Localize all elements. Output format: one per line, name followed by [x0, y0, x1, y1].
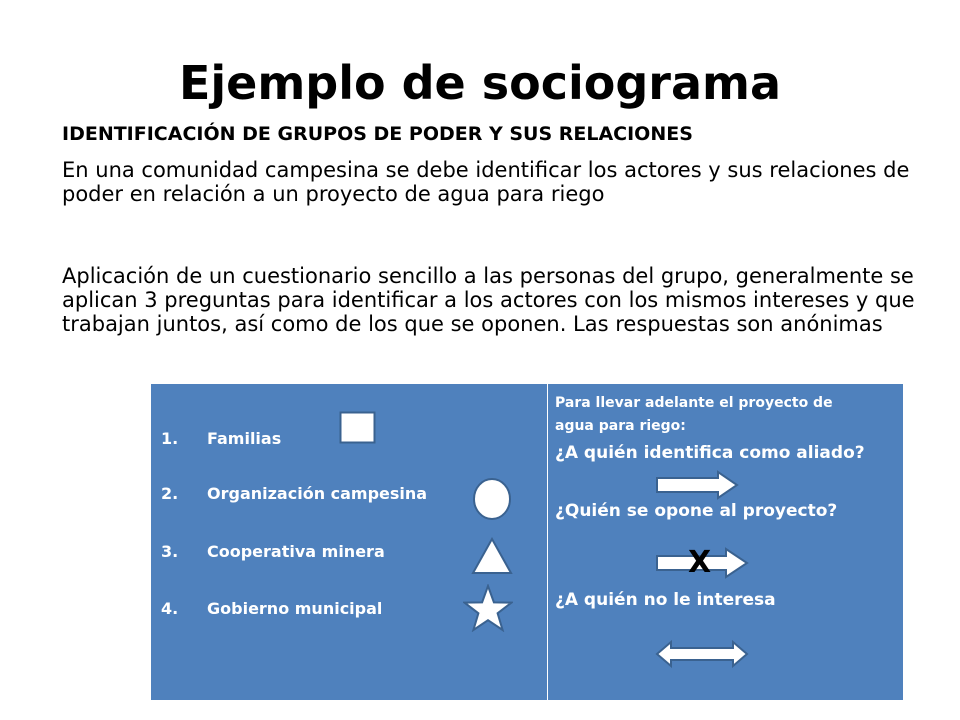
question-opponent: ¿Quién se opone al proyecto? [555, 501, 838, 521]
actor-number: 4. [161, 599, 179, 618]
actor-label: Cooperativa minera [207, 542, 385, 561]
actor-item [161, 542, 385, 561]
right-arrow-icon [654, 470, 740, 500]
double-arrow-icon [654, 639, 750, 669]
slide-title: Ejemplo de sociograma [178, 56, 782, 110]
paragraph-context: En una comunidad campesina se debe identificar los actores y sus relaciones de poder en relación a un proyecto de agua para riego [62, 158, 910, 206]
actor-number: 2. [161, 484, 179, 503]
actor-number: 1. [161, 429, 179, 448]
question-ally: ¿A quién identifica como aliado? [555, 443, 865, 463]
actor-number: 3. [161, 542, 179, 561]
square-icon [339, 411, 377, 445]
triangle-icon [471, 537, 513, 575]
paragraph-method: Aplicación de un cuestionario sencillo a las personas del grupo, generalmente se aplican 3 preguntas para identificar a los actores con los mismos intereses y que trabajan juntos, así como de los que se oponen. Las respuestas son anónimas [62, 264, 915, 336]
actor-item [161, 484, 427, 503]
actor-item [161, 599, 382, 618]
legend-intro-line2: agua para riego: [555, 418, 686, 434]
star-icon [463, 584, 513, 632]
legend-intro-line1: Para llevar adelante el proyecto de [555, 395, 833, 411]
actor-label: Organización campesina [207, 484, 428, 503]
actors-panel [150, 383, 548, 701]
relations-legend-panel [547, 383, 904, 701]
circle-icon [471, 477, 513, 521]
actor-label: Gobierno municipal [207, 599, 383, 618]
question-indifferent: ¿A quién no le interesa [555, 590, 776, 610]
actor-label: Familias [207, 429, 282, 448]
slide-subtitle: IDENTIFICACIÓN DE GRUPOS DE PODER Y SUS RELACIONES [62, 123, 693, 145]
actor-item [161, 429, 281, 448]
opposition-x-mark: X [688, 545, 712, 580]
